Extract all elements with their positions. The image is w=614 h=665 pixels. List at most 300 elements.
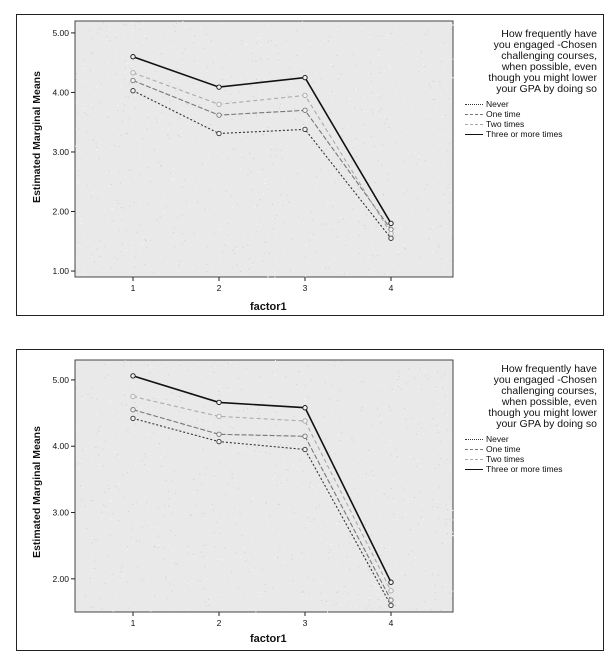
texture-dot: [366, 609, 367, 610]
texture-dot: [94, 539, 95, 540]
texture-dot: [105, 258, 106, 259]
texture-dot: [207, 103, 208, 104]
texture-dot: [179, 118, 180, 119]
texture-dot: [125, 360, 126, 361]
texture-dot: [433, 252, 434, 253]
texture-dot: [77, 150, 78, 151]
texture-dot: [369, 598, 370, 599]
texture-dot: [83, 401, 84, 402]
texture-dot: [125, 67, 126, 68]
texture-dot: [388, 173, 389, 174]
texture-dot: [405, 248, 406, 249]
texture-dot: [180, 365, 181, 366]
texture-dot: [135, 25, 136, 26]
texture-dot: [121, 217, 122, 218]
texture-dot: [132, 30, 133, 31]
texture-dot: [267, 188, 268, 189]
texture-dot: [137, 46, 138, 47]
texture-dot: [395, 449, 396, 450]
texture-dot: [437, 446, 438, 447]
texture-dot: [353, 54, 354, 55]
texture-dot: [170, 584, 171, 585]
texture-dot: [112, 574, 113, 575]
texture-dot: [169, 101, 170, 102]
texture-dot: [393, 479, 394, 480]
texture-dot: [377, 161, 378, 162]
texture-dot: [419, 157, 420, 158]
texture-dot: [322, 224, 323, 225]
texture-dot: [228, 243, 229, 244]
data-point: [217, 102, 221, 106]
texture-dot: [165, 211, 166, 212]
texture-dot: [175, 90, 176, 91]
texture-dot: [422, 56, 423, 57]
texture-dot: [327, 603, 328, 604]
texture-dot: [436, 388, 437, 389]
texture-dot: [416, 59, 417, 60]
texture-dot: [351, 161, 352, 162]
texture-dot: [187, 74, 188, 75]
texture-dot: [162, 98, 163, 99]
texture-dot: [353, 441, 354, 442]
texture-dot: [145, 36, 146, 37]
texture-dot: [100, 102, 101, 103]
texture-dot: [112, 513, 113, 514]
texture-dot: [416, 434, 417, 435]
texture-dot: [423, 519, 424, 520]
texture-dot: [361, 381, 362, 382]
texture-dot: [438, 518, 439, 519]
texture-dot: [85, 137, 86, 138]
texture-dot: [328, 204, 329, 205]
texture-dot: [370, 62, 371, 63]
texture-dot: [152, 367, 153, 368]
texture-dot: [399, 384, 400, 385]
texture-dot: [223, 517, 224, 518]
texture-dot: [358, 189, 359, 190]
texture-dot: [401, 44, 402, 45]
chart-panel-top: [16, 14, 604, 316]
texture-dot: [192, 142, 193, 143]
texture-dot: [228, 232, 229, 233]
texture-dot: [378, 49, 379, 50]
texture-dot: [359, 550, 360, 551]
texture-dot: [147, 101, 148, 102]
texture-dot: [357, 60, 358, 61]
texture-dot: [123, 392, 124, 393]
texture-dot: [327, 493, 328, 494]
texture-dot: [197, 240, 198, 241]
texture-dot: [109, 154, 110, 155]
texture-dot: [167, 34, 168, 35]
texture-dot: [164, 193, 165, 194]
texture-dot: [218, 391, 219, 392]
texture-dot: [251, 171, 252, 172]
texture-dot: [135, 107, 136, 108]
texture-dot: [153, 202, 154, 203]
texture-dot: [240, 514, 241, 515]
texture-dot: [185, 180, 186, 181]
texture-dot: [431, 609, 432, 610]
texture-dot: [136, 232, 137, 233]
texture-dot: [365, 565, 366, 566]
texture-dot: [340, 74, 341, 75]
texture-dot: [78, 128, 79, 129]
texture-dot: [269, 73, 270, 74]
texture-dot: [394, 500, 395, 501]
texture-dot: [196, 412, 197, 413]
texture-dot: [148, 167, 149, 168]
texture-dot: [294, 416, 295, 417]
texture-dot: [432, 81, 433, 82]
texture-dot: [444, 265, 445, 266]
texture-dot: [362, 444, 363, 445]
texture-dot: [96, 414, 97, 415]
texture-dot: [304, 249, 305, 250]
texture-dot: [95, 247, 96, 248]
texture-dot: [341, 361, 342, 362]
texture-dot: [314, 519, 315, 520]
data-point: [303, 406, 307, 410]
texture-dot: [381, 108, 382, 109]
texture-dot: [390, 440, 391, 441]
texture-dot: [432, 151, 433, 152]
texture-dot: [197, 419, 198, 420]
texture-dot: [247, 408, 248, 409]
texture-dot: [222, 252, 223, 253]
texture-dot: [271, 149, 272, 150]
texture-dot: [263, 261, 264, 262]
texture-dot: [369, 256, 370, 257]
texture-dot: [367, 566, 368, 567]
texture-dot: [89, 205, 90, 206]
texture-dot: [430, 477, 431, 478]
texture-dot: [386, 119, 387, 120]
texture-dot: [346, 184, 347, 185]
texture-dot: [283, 222, 284, 223]
texture-dot: [82, 68, 83, 69]
texture-dot: [365, 474, 366, 475]
texture-dot: [386, 583, 387, 584]
texture-dot: [129, 70, 130, 71]
texture-dot: [132, 67, 133, 68]
texture-dot: [298, 217, 299, 218]
texture-dot: [88, 209, 89, 210]
texture-dot: [360, 27, 361, 28]
texture-dot: [327, 521, 328, 522]
texture-dot: [171, 513, 172, 514]
texture-dot: [102, 449, 103, 450]
texture-dot: [453, 591, 454, 592]
texture-dot: [424, 601, 425, 602]
texture-dot: [82, 365, 83, 366]
texture-dot: [105, 441, 106, 442]
texture-dot: [122, 474, 123, 475]
data-point: [217, 432, 221, 436]
texture-dot: [260, 96, 261, 97]
y-tick-label: 2.00: [52, 206, 69, 217]
texture-dot: [260, 199, 261, 200]
texture-dot: [287, 480, 288, 481]
texture-dot: [235, 552, 236, 553]
texture-dot: [338, 78, 339, 79]
texture-dot: [409, 456, 410, 457]
texture-dot: [247, 594, 248, 595]
texture-dot: [253, 498, 254, 499]
texture-dot: [291, 81, 292, 82]
texture-dot: [309, 110, 310, 111]
texture-dot: [287, 88, 288, 89]
texture-dot: [91, 196, 92, 197]
texture-dot: [150, 181, 151, 182]
texture-dot: [449, 593, 450, 594]
texture-dot: [366, 459, 367, 460]
texture-dot: [175, 563, 176, 564]
legend-label: Never: [486, 99, 509, 109]
texture-dot: [318, 141, 319, 142]
x-tick-label: 2: [216, 618, 222, 628]
texture-dot: [130, 599, 131, 600]
texture-dot: [147, 128, 148, 129]
texture-dot: [383, 193, 384, 194]
texture-dot: [258, 500, 259, 501]
texture-dot: [174, 46, 175, 47]
texture-dot: [275, 360, 276, 361]
texture-dot: [262, 402, 263, 403]
texture-dot: [170, 173, 171, 174]
texture-dot: [316, 72, 317, 73]
texture-dot: [437, 226, 438, 227]
texture-dot: [269, 555, 270, 556]
texture-dot: [291, 554, 292, 555]
texture-dot: [302, 592, 303, 593]
texture-dot: [311, 43, 312, 44]
texture-dot: [146, 240, 147, 241]
texture-dot: [418, 606, 419, 607]
texture-dot: [370, 136, 371, 137]
texture-dot: [182, 21, 183, 22]
texture-dot: [147, 579, 148, 580]
texture-dot: [335, 453, 336, 454]
texture-dot: [147, 594, 148, 595]
texture-dot: [160, 216, 161, 217]
texture-dot: [158, 396, 159, 397]
texture-dot: [232, 478, 233, 479]
texture-dot: [78, 164, 79, 165]
texture-dot: [230, 94, 231, 95]
texture-dot: [316, 472, 317, 473]
texture-dot: [119, 490, 120, 491]
legend-title-line: challenging courses,: [501, 385, 597, 397]
texture-dot: [164, 383, 165, 384]
texture-dot: [100, 598, 101, 599]
texture-dot: [441, 240, 442, 241]
texture-dot: [275, 239, 276, 240]
texture-dot: [250, 501, 251, 502]
texture-dot: [115, 486, 116, 487]
texture-dot: [76, 425, 77, 426]
texture-dot: [337, 400, 338, 401]
texture-dot: [188, 583, 189, 584]
texture-dot: [118, 134, 119, 135]
texture-dot: [172, 392, 173, 393]
texture-dot: [239, 431, 240, 432]
texture-dot: [385, 382, 386, 383]
texture-dot: [106, 36, 107, 37]
texture-dot: [125, 72, 126, 73]
texture-dot: [90, 70, 91, 71]
texture-dot: [347, 127, 348, 128]
texture-dot: [319, 505, 320, 506]
texture-dot: [366, 562, 367, 563]
texture-dot: [367, 111, 368, 112]
texture-dot: [437, 191, 438, 192]
texture-dot: [110, 401, 111, 402]
texture-dot: [90, 548, 91, 549]
texture-dot: [407, 427, 408, 428]
texture-dot: [192, 38, 193, 39]
texture-dot: [156, 368, 157, 369]
texture-dot: [438, 153, 439, 154]
texture-dot: [371, 535, 372, 536]
texture-dot: [400, 477, 401, 478]
texture-dot: [247, 175, 248, 176]
texture-dot: [255, 207, 256, 208]
texture-dot: [140, 174, 141, 175]
texture-dot: [259, 451, 260, 452]
texture-dot: [83, 273, 84, 274]
texture-dot: [155, 547, 156, 548]
texture-dot: [256, 79, 257, 80]
texture-dot: [334, 424, 335, 425]
texture-dot: [403, 194, 404, 195]
texture-dot: [236, 204, 237, 205]
texture-dot: [429, 269, 430, 270]
texture-dot: [88, 163, 89, 164]
texture-dot: [449, 184, 450, 185]
texture-dot: [322, 84, 323, 85]
texture-dot: [307, 159, 308, 160]
texture-dot: [280, 483, 281, 484]
texture-dot: [269, 443, 270, 444]
texture-dot: [119, 230, 120, 231]
texture-dot: [355, 89, 356, 90]
texture-dot: [195, 185, 196, 186]
texture-dot: [371, 585, 372, 586]
texture-dot: [177, 217, 178, 218]
texture-dot: [388, 128, 389, 129]
texture-dot: [418, 198, 419, 199]
texture-dot: [328, 41, 329, 42]
texture-dot: [436, 232, 437, 233]
texture-dot: [213, 510, 214, 511]
texture-dot: [425, 188, 426, 189]
texture-dot: [135, 424, 136, 425]
texture-dot: [95, 116, 96, 117]
x-tick-label: 4: [388, 283, 394, 293]
texture-dot: [161, 466, 162, 467]
texture-dot: [197, 202, 198, 203]
texture-dot: [227, 528, 228, 529]
y-tick-label: 5.00: [52, 27, 69, 38]
texture-dot: [204, 601, 205, 602]
texture-dot: [222, 171, 223, 172]
texture-dot: [174, 246, 175, 247]
texture-dot: [102, 466, 103, 467]
texture-dot: [128, 214, 129, 215]
texture-dot: [381, 598, 382, 599]
texture-dot: [219, 533, 220, 534]
texture-dot: [335, 486, 336, 487]
texture-dot: [283, 205, 284, 206]
texture-dot: [116, 62, 117, 63]
texture-dot: [361, 46, 362, 47]
legend-item-two-times: [465, 119, 597, 129]
texture-dot: [81, 219, 82, 220]
texture-dot: [126, 430, 127, 431]
texture-dot: [437, 382, 438, 383]
texture-dot: [124, 79, 125, 80]
texture-dot: [183, 374, 184, 375]
texture-dot: [127, 63, 128, 64]
texture-dot: [108, 556, 109, 557]
texture-dot: [122, 51, 123, 52]
texture-dot: [133, 192, 134, 193]
texture-dot: [362, 75, 363, 76]
texture-dot: [252, 53, 253, 54]
texture-dot: [115, 25, 116, 26]
texture-dot: [79, 170, 80, 171]
texture-dot: [164, 515, 165, 516]
texture-dot: [138, 566, 139, 567]
texture-dot: [274, 218, 275, 219]
texture-dot: [264, 167, 265, 168]
texture-dot: [101, 608, 102, 609]
y-tick-label: 5.00: [52, 374, 69, 385]
texture-dot: [299, 459, 300, 460]
texture-dot: [320, 44, 321, 45]
texture-dot: [412, 499, 413, 500]
texture-dot: [262, 169, 263, 170]
texture-dot: [122, 243, 123, 244]
data-point: [303, 108, 307, 112]
texture-dot: [142, 244, 143, 245]
texture-dot: [221, 406, 222, 407]
texture-dot: [167, 64, 168, 65]
texture-dot: [265, 183, 266, 184]
texture-dot: [97, 447, 98, 448]
texture-dot: [441, 441, 442, 442]
texture-dot: [379, 67, 380, 68]
texture-dot: [144, 395, 145, 396]
texture-dot: [165, 503, 166, 504]
texture-dot: [198, 364, 199, 365]
texture-dot: [313, 234, 314, 235]
texture-dot: [282, 158, 283, 159]
texture-dot: [79, 223, 80, 224]
texture-dot: [241, 154, 242, 155]
texture-dot: [281, 194, 282, 195]
texture-dot: [91, 556, 92, 557]
texture-dot: [436, 251, 437, 252]
texture-dot: [380, 418, 381, 419]
texture-dot: [205, 566, 206, 567]
texture-dot: [289, 68, 290, 69]
texture-dot: [80, 463, 81, 464]
texture-dot: [163, 548, 164, 549]
texture-dot: [192, 83, 193, 84]
texture-dot: [158, 547, 159, 548]
